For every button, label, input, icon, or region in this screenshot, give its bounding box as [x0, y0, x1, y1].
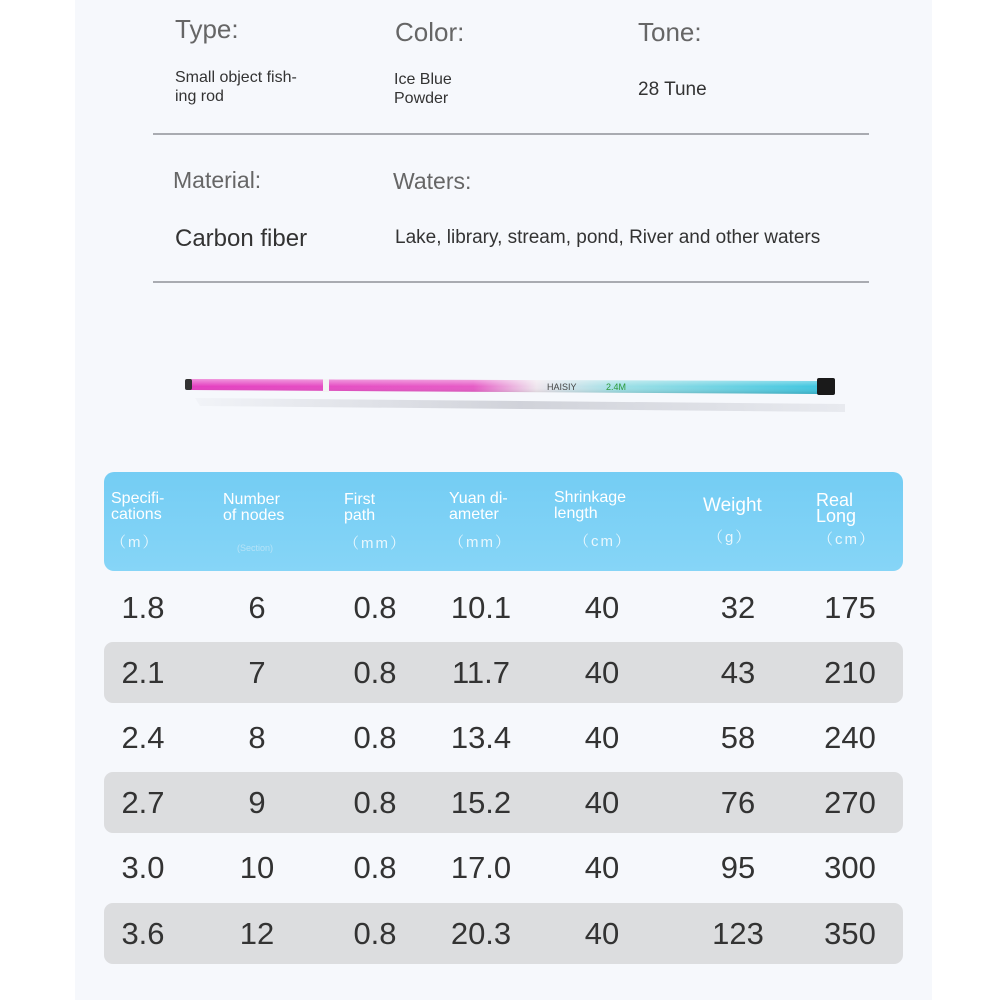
- cell-diameter: 17.0: [450, 850, 512, 885]
- cell-diameter: 13.4: [450, 720, 512, 755]
- type-value-line2: ing rod: [175, 88, 224, 105]
- cell-real-length: 300: [824, 850, 876, 885]
- cell-specification: 2.4: [121, 720, 165, 755]
- cell-first-path: 0.8: [353, 850, 397, 885]
- cell-nodes: 10: [239, 850, 275, 885]
- header-first-path: First path （mm）: [344, 491, 407, 552]
- header-real-long: Real Long （cm）: [816, 490, 876, 548]
- header-specifications: Specifi- cations （m）: [111, 490, 165, 551]
- color-value-line1: Ice Blue: [394, 71, 452, 88]
- cell-weight: 43: [720, 655, 756, 690]
- cell-first-path: 0.8: [353, 655, 397, 690]
- cell-nodes: 7: [248, 655, 266, 690]
- cell-nodes: 12: [239, 916, 275, 951]
- rod-highlight: [190, 379, 820, 394]
- fishing-rod-svg: [185, 370, 850, 420]
- divider-top: [153, 133, 869, 135]
- cell-weight: 95: [720, 850, 756, 885]
- tone-label: Tone:: [638, 17, 702, 47]
- type-label: Type:: [175, 14, 239, 44]
- rod-ring: [323, 379, 329, 392]
- cell-specification: 2.1: [121, 655, 165, 690]
- rod-brand-text: HAISIY: [547, 382, 577, 392]
- cell-shrinkage: 40: [584, 785, 620, 820]
- spec-table-header: [104, 472, 903, 571]
- type-value-line1: Small object fish-: [175, 69, 297, 86]
- color-value: [394, 70, 452, 108]
- divider-bottom: [153, 281, 869, 283]
- cell-weight: 123: [712, 916, 764, 951]
- cell-first-path: 0.8: [353, 916, 397, 951]
- cell-real-length: 175: [824, 590, 876, 625]
- rod-shadow: [195, 398, 845, 412]
- cell-first-path: 0.8: [353, 590, 397, 625]
- cell-weight: 76: [720, 785, 756, 820]
- tone-value: 28 Tune: [638, 79, 707, 100]
- color-value-line2: Powder: [394, 90, 449, 107]
- cell-real-length: 210: [824, 655, 876, 690]
- cell-real-length: 350: [824, 916, 876, 951]
- cell-shrinkage: 40: [584, 720, 620, 755]
- cell-nodes: 6: [248, 590, 266, 625]
- rod-length-text: 2.4M: [606, 382, 627, 392]
- cell-diameter: 10.1: [450, 590, 512, 625]
- cell-weight: 58: [720, 720, 756, 755]
- cell-diameter: 11.7: [451, 655, 511, 690]
- cell-first-path: 0.8: [353, 785, 397, 820]
- cell-shrinkage: 40: [584, 916, 620, 951]
- type-value: [175, 68, 297, 106]
- fishing-rod-image: [185, 370, 850, 420]
- cell-specification: 1.8: [121, 590, 165, 625]
- cell-real-length: 240: [824, 720, 876, 755]
- cell-specification: 3.0: [121, 850, 165, 885]
- cell-diameter: 20.3: [450, 916, 512, 951]
- cell-first-path: 0.8: [353, 720, 397, 755]
- header-number-of-nodes: Number of nodes (Section): [223, 491, 285, 553]
- cell-shrinkage: 40: [584, 655, 620, 690]
- cell-real-length: 270: [824, 785, 876, 820]
- cell-weight: 32: [720, 590, 756, 625]
- cell-shrinkage: 40: [584, 850, 620, 885]
- material-label: Material:: [173, 167, 262, 193]
- header-yuan-diameter: Yuan di- ameter （mm）: [449, 490, 512, 551]
- header-weight: Weight （g）: [703, 495, 762, 546]
- cell-shrinkage: 40: [584, 590, 620, 625]
- cell-specification: 2.7: [121, 785, 165, 820]
- color-label: Color:: [395, 17, 465, 47]
- rod-tip-cap: [185, 379, 192, 390]
- header-shrinkage-length: Shrinkage length （cm）: [554, 489, 632, 550]
- cell-nodes: 9: [248, 785, 266, 820]
- cell-specification: 3.6: [121, 916, 165, 951]
- material-value: Carbon fiber: [175, 225, 308, 252]
- waters-label: Waters:: [393, 168, 472, 194]
- rod-end-cap: [817, 378, 835, 395]
- cell-diameter: 15.2: [450, 785, 512, 820]
- cell-nodes: 8: [248, 720, 266, 755]
- waters-value: Lake, library, stream, pond, River and other waters: [395, 227, 821, 248]
